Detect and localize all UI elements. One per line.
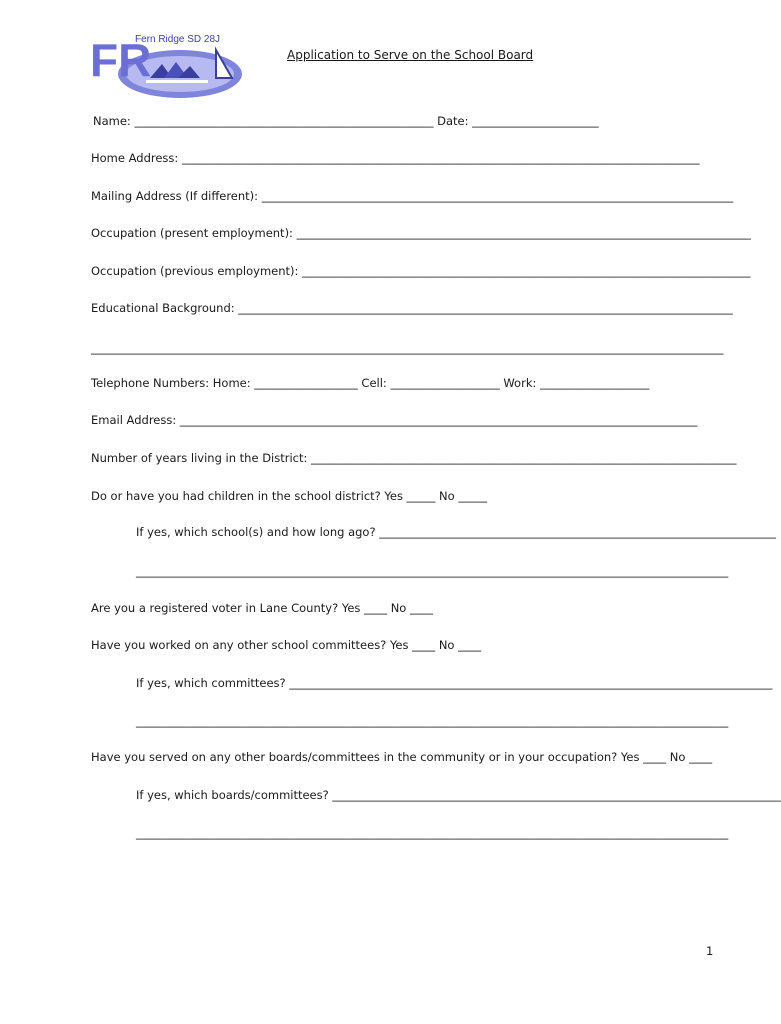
registered-voter-question[interactable]: Are you a registered voter in Lane County? Yes ____ No ____ bbox=[91, 601, 433, 615]
other-boards-question[interactable]: Have you served on any other boards/committees in the community or in your occupation? Yes ____ No ____ bbox=[91, 750, 713, 764]
district-logo bbox=[88, 28, 248, 104]
occupation-present-field[interactable]: Occupation (present employment): _______________________________________________________________________________ bbox=[91, 226, 751, 240]
mailing-address-field[interactable]: Mailing Address (If different): __________________________________________________________________________________ bbox=[91, 189, 734, 203]
water-icon bbox=[146, 80, 208, 83]
telephone-fields[interactable]: Telephone Numbers: Home: __________________ Cell: ___________________ Work: ___________________ bbox=[91, 376, 650, 390]
which-committees-continued-field[interactable]: _______________________________________________________________________________________________________ bbox=[136, 714, 729, 728]
children-question[interactable]: Do or have you had children in the school district? Yes _____ No _____ bbox=[91, 489, 488, 503]
years-in-district-field[interactable]: Number of years living in the District: __________________________________________________________________________ bbox=[91, 451, 737, 465]
page-number: 1 bbox=[706, 944, 714, 958]
which-committees-field[interactable]: If yes, which committees? ____________________________________________________________________________________ bbox=[136, 676, 773, 690]
email-field[interactable]: Email Address: __________________________________________________________________________________________ bbox=[91, 413, 698, 427]
which-boards-field[interactable]: If yes, which boards/committees? ______________________________________________________________________________ bbox=[136, 788, 781, 802]
occupation-previous-field[interactable]: Occupation (previous employment): ______________________________________________________________________________ bbox=[91, 264, 751, 278]
children-schools-field[interactable]: If yes, which school(s) and how long ago? _____________________________________________________________________ bbox=[136, 525, 776, 539]
education-continued-field[interactable]: ______________________________________________________________________________________________________________ bbox=[91, 341, 724, 355]
name-date-line[interactable]: Name: ____________________________________________________ Date: ______________________ bbox=[93, 114, 599, 128]
which-boards-continued-field[interactable]: _______________________________________________________________________________________________________ bbox=[136, 826, 729, 840]
children-schools-continued-field[interactable]: _______________________________________________________________________________________________________ bbox=[136, 564, 729, 578]
logo-letters: FR bbox=[90, 34, 152, 86]
school-committees-question[interactable]: Have you worked on any other school committees? Yes ____ No ____ bbox=[91, 638, 482, 652]
district-name: Fern Ridge SD 28J bbox=[135, 34, 221, 45]
home-address-field[interactable]: Home Address: __________________________________________________________________________________________ bbox=[91, 151, 700, 165]
page-title: Application to Serve on the School Board bbox=[287, 48, 534, 62]
education-field[interactable]: Educational Background: ______________________________________________________________________________________ bbox=[91, 301, 733, 315]
